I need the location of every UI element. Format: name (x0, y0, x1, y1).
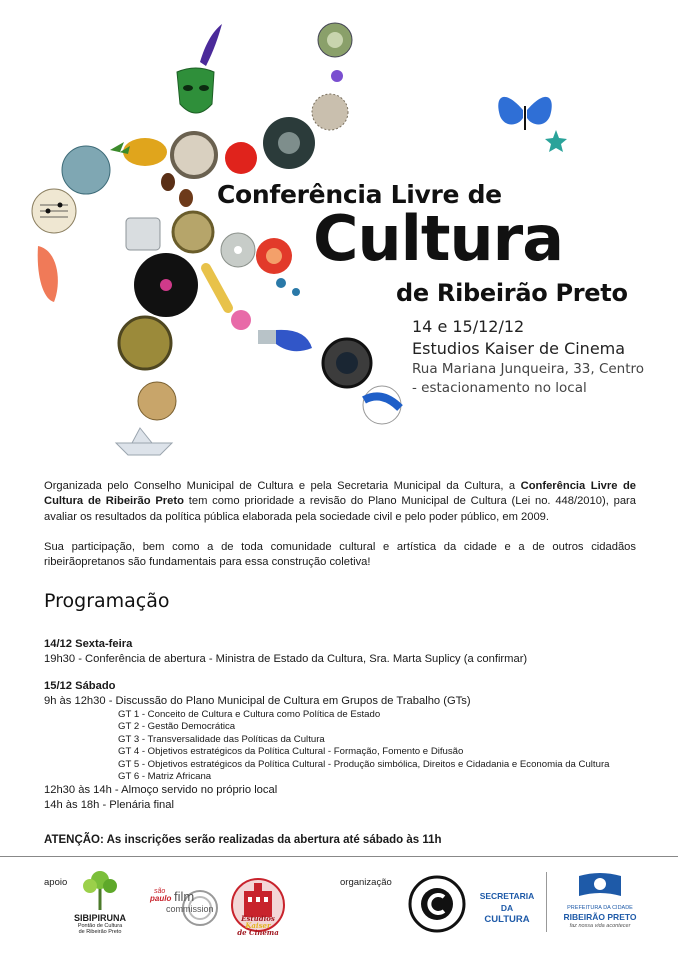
registration-notice: ATENÇÃO: As inscrições serão realizadas da abertura até sábado às 11h (44, 834, 442, 846)
title-line-1: Conferência Livre de (217, 180, 502, 209)
event-address-1: Rua Mariana Junqueira, 33, Centro (412, 361, 645, 377)
schedule (44, 637, 644, 813)
gt-item: GT 5 - Objetivos estratégicos da Política Cultural - Produção simbólica, Direitos e Cidadania e Economia da Cultura (118, 758, 610, 770)
tree-icon (81, 868, 119, 910)
vinyl-record-icon (134, 253, 198, 317)
pasta-icon (206, 268, 228, 308)
secretaria-line-2: CULTURA (484, 914, 530, 925)
intro-paragraph-1 (44, 479, 636, 525)
camera-lens-icon (323, 339, 371, 387)
kaiser-line-2: Kaiser (245, 921, 271, 930)
red-ball-icon (225, 142, 257, 174)
feather-icon (200, 24, 222, 66)
cd-icon (221, 233, 255, 267)
kaiser-text (230, 915, 286, 936)
intro-text (44, 479, 636, 570)
sibipiruna-sub-2: de Ribeirão Preto (78, 929, 122, 935)
gt-item: GT 6 - Matriz Africana (118, 771, 212, 783)
kaiser-line-1: Estudios (241, 914, 275, 923)
tile-icon (62, 146, 110, 194)
day1-item: 19h30 - Conferência de abertura - Ministra de Estado da Cultura, Sra. Marta Suplicy (a confirmar) (44, 653, 528, 665)
logo-divider (546, 872, 547, 932)
title-line-2: Cultura (313, 202, 564, 275)
conselho-seal-icon (408, 875, 466, 933)
speaker-icon (263, 117, 315, 169)
event-info (412, 316, 644, 398)
sibipiruna-name: SIBIPIRUNA (73, 913, 126, 923)
bottle-cap-icon (119, 317, 171, 369)
kaiser-line-3: de Cinema (237, 928, 279, 937)
film-sao: são (154, 888, 166, 895)
prefeitura-slogan: faz nossa vida acontecer (569, 923, 631, 929)
bead-icon (331, 70, 343, 82)
secretaria-cultura-logo (476, 890, 538, 926)
day2-item-3: 14h às 18h - Plenária final (44, 799, 174, 812)
program-title: Programação (44, 590, 170, 612)
bead-icon (292, 288, 300, 296)
beach-ball-icon (363, 386, 401, 424)
film-commission: commission (166, 904, 214, 914)
apoio-label: apoio (44, 877, 68, 888)
flower-icon (256, 238, 292, 274)
day1-heading: 14/12 Sexta-feira (44, 638, 133, 650)
film-film: film (174, 889, 195, 904)
estudios-kaiser-logo (230, 877, 286, 937)
mask-icon (177, 68, 214, 113)
prefeitura-line-1: PREFEITURA DA CIDADE (567, 905, 633, 911)
day2-item-2: 12h30 às 14h - Almoço servido no próprio local (44, 784, 278, 797)
coffee-bean-icon (161, 173, 175, 191)
doily-icon (312, 94, 348, 130)
sao-paulo-film-commission-logo (148, 888, 220, 928)
butterfly-icon (498, 97, 551, 130)
conselho-municipal-logo (408, 875, 466, 933)
prefeitura-line-2: RIBEIRÃO PRETO (563, 912, 637, 922)
keyboard-key-icon (126, 218, 160, 250)
coffee-bean-icon (179, 189, 193, 207)
bulb-icon (258, 330, 312, 351)
button-icon (318, 23, 352, 57)
can-lid-icon (138, 382, 176, 420)
starfish-icon (545, 130, 567, 152)
event-dates: 14 e 15/12/12 (412, 317, 525, 336)
button-icon (231, 310, 251, 330)
gt-item: GT 4 - Objetivos estratégicos da Política Cultural - Formação, Fomento e Difusão (118, 746, 464, 758)
tambourine-icon (172, 133, 216, 177)
gt-item: GT 2 - Gestão Democrática (118, 721, 236, 733)
gt-item: GT 3 - Transversalidade das Políticas da Cultura (118, 733, 325, 745)
intro-text-bold: Conferência Livre de Cultura de Ribeirão Preto (44, 480, 637, 508)
footer-divider (0, 856, 678, 857)
gt-item: GT 1 - Conceito de Cultura e Cultura como Política de Estado (118, 709, 381, 720)
prefeitura-flag-icon (577, 870, 623, 900)
title-line-3: de Ribeirão Preto (396, 279, 628, 307)
intro-text-1b: tem como prioridade a revisão do Plano Municipal de Cultura (Lei no. 448/2010), para avaliar os resultados da política pública elaborada pela sociedade civil e pelo poder público, em 2009. (44, 495, 636, 523)
secretaria-line-1: SECRETARIA DA (479, 891, 535, 913)
coin-icon (173, 212, 213, 252)
intro-text-1a: Organizada pelo Conselho Municipal de Cultura e pela Secretaria Municipal da Cultura, a (44, 480, 521, 492)
sibipiruna-sub-1: Pontão de Cultura (77, 923, 123, 929)
paper-boat-icon (116, 428, 172, 455)
shrimp-icon (38, 246, 58, 302)
bead-icon (276, 278, 286, 288)
day2-heading: 15/12 Sábado (44, 680, 116, 692)
event-address-2: - estacionamento no local (412, 380, 587, 396)
pineapple-icon (110, 138, 167, 166)
organizacao-label: organização (340, 877, 392, 888)
music-sheet-icon (32, 189, 76, 233)
sibipiruna-logo (70, 868, 130, 935)
intro-paragraph-2: Sua participação, bem como a de toda comunidade cultural e artística da cidade e a de outros cidadãos ribeirãopretanos são fundamentais para essa construção coletiva! (44, 540, 636, 569)
prefeitura-logo (560, 870, 640, 930)
film-paulo: paulo (150, 894, 172, 903)
day2-item-1: 9h às 12h30 - Discussão do Plano Municipal de Cultura em Grupos de Trabalho (GTs) (44, 695, 471, 707)
event-venue: Estudios Kaiser de Cinema (412, 339, 626, 358)
